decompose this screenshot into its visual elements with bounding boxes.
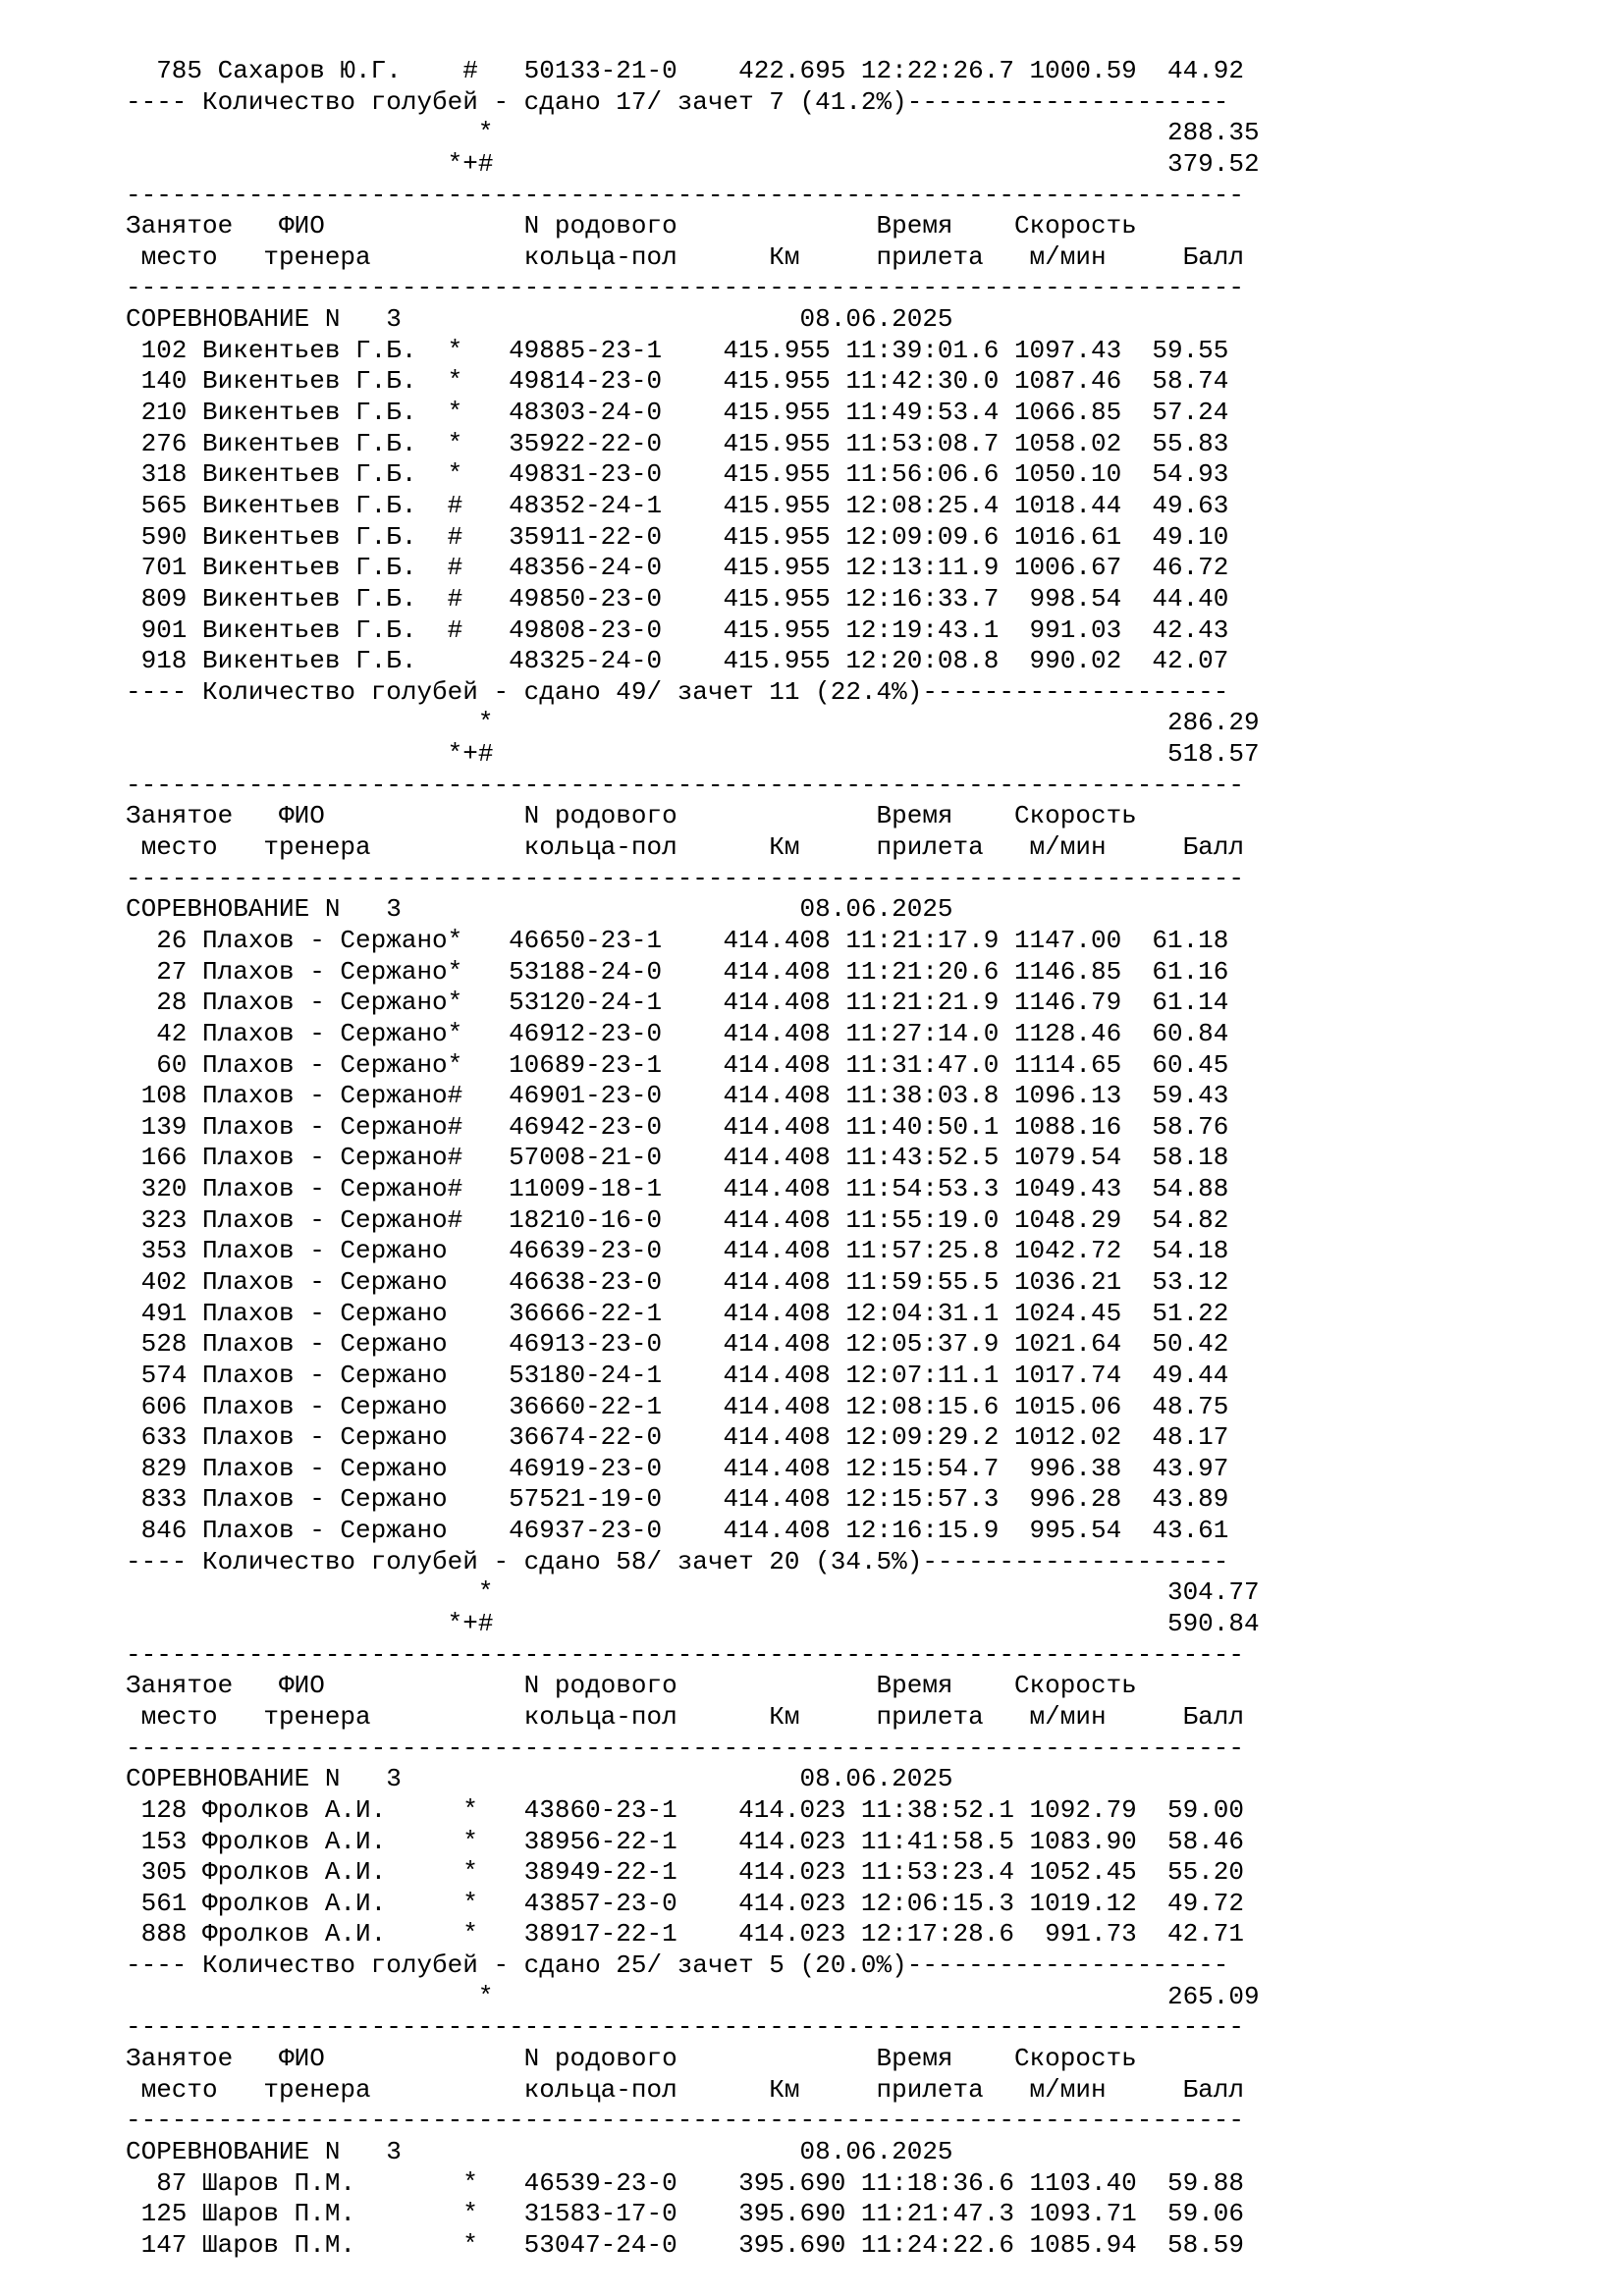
column-header: место тренера кольца-пол Км прилета м/мин Балл — [126, 2074, 1244, 2105]
column-header: Занятое ФИО N родового Время Скорость — [126, 1671, 1137, 1701]
result-row: 918 Викентьев Г.Б. 48325-24-0 415.955 12:20:08.8 990.02 42.07 — [126, 646, 1229, 676]
points-total-line: * 286.29 — [126, 708, 1260, 738]
competition-header: СОРЕВНОВАНИЕ N 3 08.06.2025 — [126, 1764, 953, 1794]
points-total-line: * 304.77 — [126, 1577, 1260, 1608]
points-total-line: *+# 518.57 — [126, 739, 1260, 770]
summary-line: ---- Количество голубей - сдано 58/ зачет 20 (34.5%)-------------------- — [126, 1546, 1229, 1576]
result-row: 590 Викентьев Г.Б. # 35911-22-0 415.955 12:09:09.6 1016.61 49.10 — [126, 521, 1229, 552]
summary-line: ---- Количество голубей - сдано 49/ зачет 11 (22.4%)-------------------- — [126, 676, 1229, 707]
result-row: 147 Шаров П.М. * 53047-24-0 395.690 11:24:22.6 1085.94 58.59 — [126, 2229, 1244, 2260]
summary-line: ---- Количество голубей - сдано 25/ зачет 5 (20.0%)--------------------- — [126, 1950, 1229, 1981]
result-row: 27 Плахов - Сержано* 53188-24-0 414.408 11:21:20.6 1146.85 61.16 — [126, 956, 1229, 987]
result-row: 102 Викентьев Г.Б. * 49885-23-1 415.955 11:39:01.6 1097.43 59.55 — [126, 335, 1229, 365]
result-row: 28 Плахов - Сержано* 53120-24-1 414.408 11:21:21.9 1146.79 61.14 — [126, 988, 1229, 1018]
result-row: 305 Фролков А.И. * 38949-22-1 414.023 11:53:23.4 1052.45 55.20 — [126, 1857, 1244, 1888]
points-total-line: *+# 590.84 — [126, 1609, 1260, 1639]
result-row: 139 Плахов - Сержано# 46942-23-0 414.408 11:40:50.1 1088.16 58.76 — [126, 1111, 1229, 1142]
results-printout — [126, 56, 1260, 2261]
result-row: 60 Плахов - Сержано* 10689-23-1 414.408 11:31:47.0 1114.65 60.45 — [126, 1049, 1229, 1080]
result-row: 701 Викентьев Г.Б. # 48356-24-0 415.955 12:13:11.9 1006.67 46.72 — [126, 553, 1229, 583]
separator-line: ------------------------------------------------------------------------- — [126, 770, 1244, 800]
result-row: 323 Плахов - Сержано# 18210-16-0 414.408 11:55:19.0 1048.29 54.82 — [126, 1204, 1229, 1235]
result-row: 491 Плахов - Сержано 36666-22-1 414.408 12:04:31.1 1024.45 51.22 — [126, 1298, 1229, 1328]
points-total-line: *+# 379.52 — [126, 148, 1260, 179]
result-row: 565 Викентьев Г.Б. # 48352-24-1 415.955 12:08:25.4 1018.44 49.63 — [126, 490, 1229, 520]
separator-line: ------------------------------------------------------------------------- — [126, 180, 1244, 210]
result-row: 128 Фролков А.И. * 43860-23-1 414.023 11:38:52.1 1092.79 59.00 — [126, 1794, 1244, 1825]
summary-line: ---- Количество голубей - сдано 17/ зачет 7 (41.2%)--------------------- — [126, 86, 1229, 117]
result-row: 166 Плахов - Сержано# 57008-21-0 414.408 11:43:52.5 1079.54 58.18 — [126, 1143, 1229, 1173]
column-header: место тренера кольца-пол Км прилета м/мин Балл — [126, 1701, 1244, 1732]
result-row: 561 Фролков А.И. * 43857-23-0 414.023 12:06:15.3 1019.12 49.72 — [126, 1888, 1244, 1918]
column-header: Занятое ФИО N родового Время Скорость — [126, 211, 1137, 241]
result-row: 320 Плахов - Сержано# 11009-18-1 414.408 11:54:53.3 1049.43 54.88 — [126, 1174, 1229, 1204]
result-row: 210 Викентьев Г.Б. * 48303-24-0 415.955 11:49:53.4 1066.85 57.24 — [126, 398, 1229, 428]
points-total-line: * 265.09 — [126, 1981, 1260, 2011]
result-row: 633 Плахов - Сержано 36674-22-0 414.408 12:09:29.2 1012.02 48.17 — [126, 1422, 1229, 1453]
column-header: место тренера кольца-пол Км прилета м/мин Балл — [126, 832, 1244, 863]
result-row: 846 Плахов - Сержано 46937-23-0 414.408 12:16:15.9 995.54 43.61 — [126, 1516, 1229, 1546]
result-row: 606 Плахов - Сержано 36660-22-1 414.408 12:08:15.6 1015.06 48.75 — [126, 1391, 1229, 1421]
result-row: 833 Плахов - Сержано 57521-19-0 414.408 12:15:57.3 996.28 43.89 — [126, 1484, 1229, 1515]
separator-line: ------------------------------------------------------------------------- — [126, 1639, 1244, 1670]
result-row: 108 Плахов - Сержано# 46901-23-0 414.408 11:38:03.8 1096.13 59.43 — [126, 1081, 1229, 1111]
result-row: 353 Плахов - Сержано 46639-23-0 414.408 11:57:25.8 1042.72 54.18 — [126, 1236, 1229, 1266]
competition-header: СОРЕВНОВАНИЕ N 3 08.06.2025 — [126, 894, 953, 925]
result-row: 574 Плахов - Сержано 53180-24-1 414.408 12:07:11.1 1017.74 49.44 — [126, 1360, 1229, 1390]
result-row: 276 Викентьев Г.Б. * 35922-22-0 415.955 11:53:08.7 1058.02 55.83 — [126, 428, 1229, 458]
result-row: 26 Плахов - Сержано* 46650-23-1 414.408 11:21:17.9 1147.00 61.18 — [126, 925, 1229, 955]
result-row: 402 Плахов - Сержано 46638-23-0 414.408 11:59:55.5 1036.21 53.12 — [126, 1266, 1229, 1297]
column-header: место тренера кольца-пол Км прилета м/мин Балл — [126, 241, 1244, 272]
result-row: 528 Плахов - Сержано 46913-23-0 414.408 12:05:37.9 1021.64 50.42 — [126, 1329, 1229, 1360]
competition-header: СОРЕВНОВАНИЕ N 3 08.06.2025 — [126, 2136, 953, 2166]
result-row: 829 Плахов - Сержано 46919-23-0 414.408 12:15:54.7 996.38 43.97 — [126, 1453, 1229, 1483]
result-row: 153 Фролков А.И. * 38956-22-1 414.023 11:41:58.5 1083.90 58.46 — [126, 1826, 1244, 1856]
column-header: Занятое ФИО N родового Время Скорость — [126, 2044, 1137, 2073]
result-row: 140 Викентьев Г.Б. * 49814-23-0 415.955 11:42:30.0 1087.46 58.74 — [126, 366, 1229, 397]
result-row: 318 Викентьев Г.Б. * 49831-23-0 415.955 11:56:06.6 1050.10 54.93 — [126, 459, 1229, 490]
separator-line: ------------------------------------------------------------------------- — [126, 1733, 1244, 1763]
result-row: 785 Сахаров Ю.Г. # 50133-21-0 422.695 12:22:26.7 1000.59 44.92 — [126, 56, 1244, 85]
result-row: 42 Плахов - Сержано* 46912-23-0 414.408 11:27:14.0 1128.46 60.84 — [126, 1018, 1229, 1048]
result-row: 809 Викентьев Г.Б. # 49850-23-0 415.955 12:16:33.7 998.54 44.40 — [126, 583, 1229, 614]
result-row: 125 Шаров П.М. * 31583-17-0 395.690 11:21:47.3 1093.71 59.06 — [126, 2199, 1244, 2229]
column-header: Занятое ФИО N родового Время Скорость — [126, 801, 1137, 831]
separator-line: ------------------------------------------------------------------------- — [126, 2106, 1244, 2136]
separator-line: ------------------------------------------------------------------------- — [126, 863, 1244, 893]
competition-header: СОРЕВНОВАНИЕ N 3 08.06.2025 — [126, 304, 953, 335]
separator-line: ------------------------------------------------------------------------- — [126, 2012, 1244, 2043]
result-row: 888 Фролков А.И. * 38917-22-1 414.023 12:17:28.6 991.73 42.71 — [126, 1919, 1244, 1949]
result-row: 87 Шаров П.М. * 46539-23-0 395.690 11:18:36.6 1103.40 59.88 — [126, 2167, 1244, 2198]
separator-line: ------------------------------------------------------------------------- — [126, 273, 1244, 303]
result-row: 901 Викентьев Г.Б. # 49808-23-0 415.955 12:19:43.1 991.03 42.43 — [126, 614, 1229, 645]
points-total-line: * 288.35 — [126, 118, 1260, 148]
